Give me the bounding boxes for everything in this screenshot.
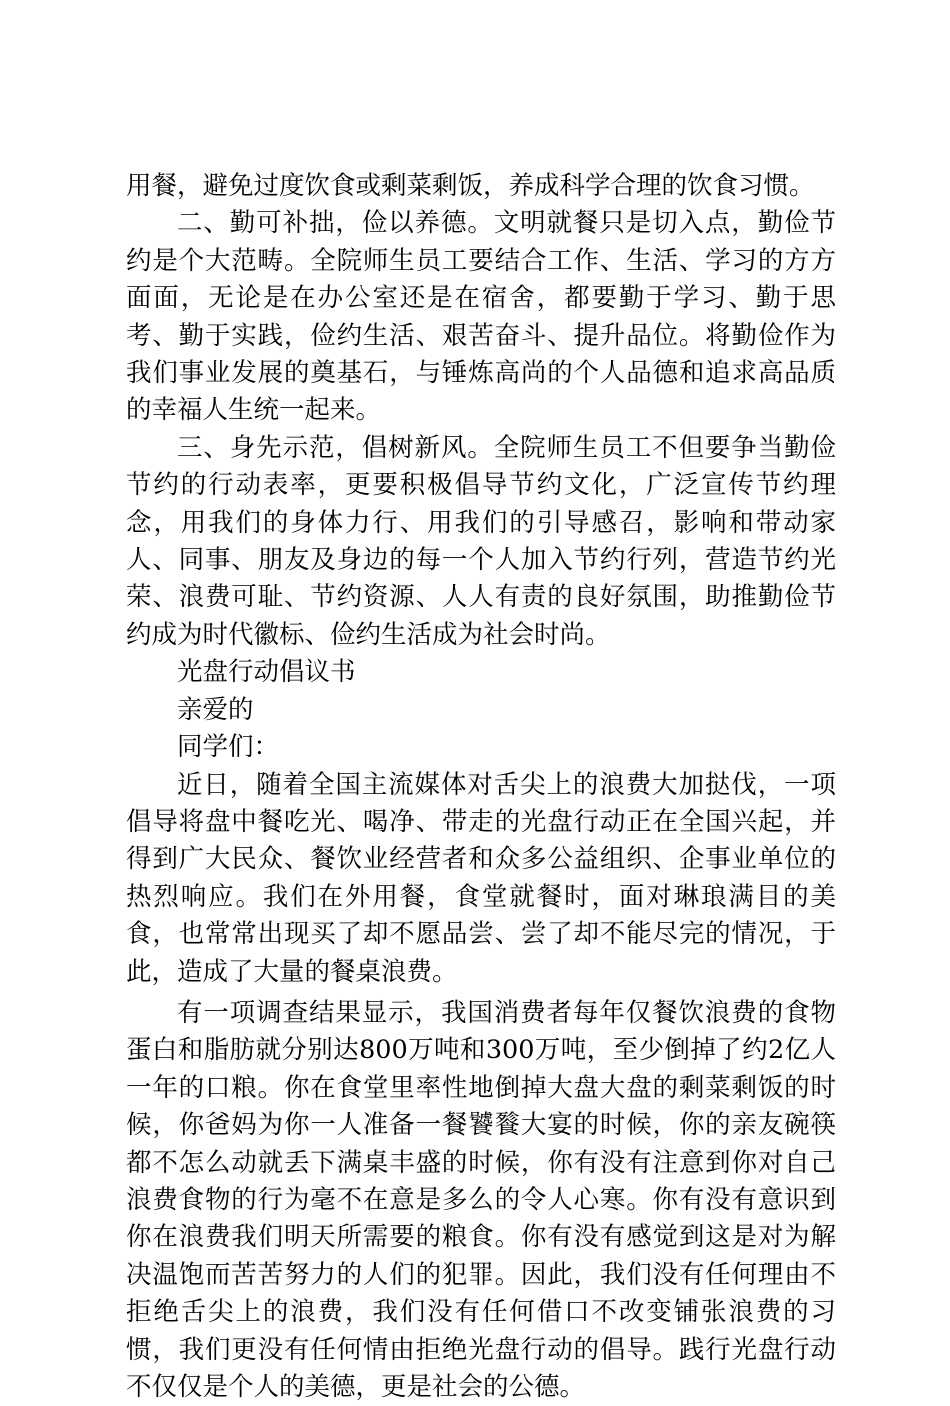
paragraph-intro: 近日，随着全国主流媒体对舌尖上的浪费大加挞伐，一项倡导将盘中餐吃光、喝净、带走的光盘行动正在全国兴起，并得到广大民众、餐饮业经营者和众多公益组织、企事业单位的热烈响应。我们在外用餐，食堂就餐时，面对琳琅满目的美食，也常常出现买了却不愿品尝、尝了却不能尽完的情况，于此，造成了大量的餐桌浪费。 — [126, 769, 836, 987]
document-title: 光盘行动倡议书 — [177, 657, 356, 688]
paragraph-survey: 有一项调查结果显示，我国消费者每年仅餐饮浪费的食物蛋白和脂肪就分别达800万吨和300万吨，至少倒掉了约2亿人一年的口粮。你在食堂里率性地倒掉大盘大盘的剩菜剩饭的时候，你爸妈为你一人准备一餐饕餮大宴的时候，你的亲友碗筷都不怎么动就丢下满桌丰盛的时候，你有没有注意到你对自己浪费食物的行为毫不在意是多么的令人心寒。你有没有意识到你在浪费我们明天所需要的粮食。你有没有感觉到这是对为解决温饱而苦苦努力的人们的犯罪。因此，我们没有任何理由不拒绝舌尖上的浪费，我们没有任何借口不改变铺张浪费的习惯，我们更没有任何情由拒绝光盘行动的倡导。践行光盘行动不仅仅是个人的美德，更是社会的公德。 — [126, 997, 836, 1402]
salutation-line-1: 亲爱的 — [177, 694, 254, 725]
paragraph-continuation: 用餐，避免过度饮食或剩菜剩饭，养成科学合理的饮食习惯。 — [126, 171, 815, 201]
paragraph-point-three: 三、身先示范，倡树新风。全院师生员工不但要争当勤俭节约的行动表率，更要积极倡导节约文化，广泛宣传节约理念，用我们的身体力行、用我们的引导感召，影响和带动家人、同事、朋友及身边的每一个人加入节约行列，营造节约光荣、浪费可耻、节约资源、人人有责的良好氛围，助推勤俭节约成为时代徽标、俭约生活成为社会时尚。 — [126, 432, 836, 650]
document-page — [126, 168, 836, 1406]
paragraph-point-two: 二、勤可补拙，俭以养德。文明就餐只是切入点，勤俭节约是个大范畴。全院师生员工要结合工作、生活、学习的方方面面，无论是在办公室还是在宿舍，都要勤于学习、勤于思考、勤于实践，俭约生活、艰苦奋斗、提升品位。将勤俭作为我们事业发展的奠基石，与锤炼高尚的个人品德和追求高品质的幸福人生统一起来。 — [126, 208, 836, 426]
salutation-line-2: 同学们： — [177, 732, 280, 763]
